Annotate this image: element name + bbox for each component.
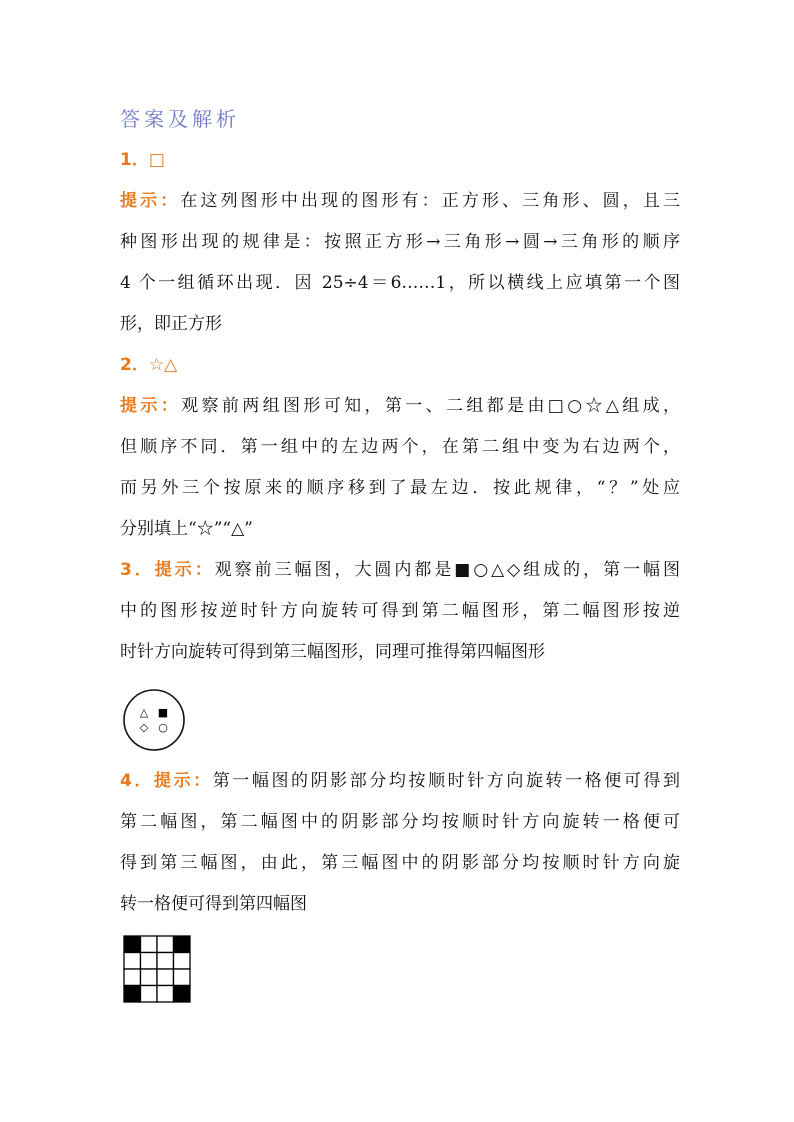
answer-2-hint-label: 提示： [120,396,182,416]
grid-cell [157,953,174,970]
answer-1-line-1: 在这列图形中出现的图形有：正方形、三角形、圆，且三 [180,191,681,211]
answer-1-hint-label: 提示： [120,191,181,211]
grid-cell [141,986,158,1003]
answer-2-explanation [120,386,680,550]
grid-cell [174,969,191,986]
answer-2-line-3: 而另外三个按原来的顺序移到了最左边．按此规律，“？”处应 [120,478,680,498]
answer-1-header [120,140,680,181]
grid-cell [141,969,158,986]
answer-4-number: 4． [120,771,154,791]
answer-2-value: ☆△ [148,355,178,375]
answer-3-number: 3． [120,560,155,580]
grid-cell-shaded [174,936,191,953]
grid-cell [141,936,158,953]
answer-4-line-4: 转一格便可得到第四幅图 [120,894,307,914]
answer-3-explanation [120,550,680,673]
answer-1-line-3: 4 个一组循环出现．因 25÷4＝6……1，所以横线上应填第一个图 [120,273,680,293]
answer-4-explanation [120,761,680,925]
answer-3-line-1: 观察前三幅图，大圆内都是■○△◇组成的，第一幅图 [214,560,680,580]
answer-2-line-4: 分别填上“☆”“△” [120,519,253,539]
grid-cell [157,986,174,1003]
answer-1-number: 1． [120,150,149,170]
answer-1-line-4: 形，即正方形 [120,314,222,334]
answer-4-grid-figure [123,935,191,1003]
answer-3-figure [122,688,186,752]
triangle-icon: △ [139,706,149,719]
answer-1-value: □ [148,150,165,170]
answer-3-line-3: 时针方向旋转可得到第三幅图形，同理可推得第四幅图形 [120,642,545,662]
grid-cell [124,953,141,970]
grid-cell-shaded [124,986,141,1003]
answer-3-hint-label: 提示： [154,560,215,580]
diamond-icon: ◇ [139,721,149,734]
grid-cell [157,936,174,953]
grid-cell [124,969,141,986]
filled-square-icon: ■ [157,706,169,719]
answer-2-header [120,345,680,386]
answer-3-line-2: 中的图形按逆时针方向旋转可得到第二幅图形，第二幅图形按逆 [120,601,680,621]
answer-4-line-3: 得到第三幅图，由此，第三幅图中的阴影部分均按顺时针方向旋 [120,853,680,873]
grid-cell [157,969,174,986]
answer-2-line-2: 但顺序不同．第一组中的左边两个，在第二组中变为右边两个， [120,437,680,457]
answer-1-line-2: 种图形出现的规律是：按照正方形→三角形→圆→三角形的顺序 [120,232,680,252]
answer-2-line-1: 观察前两组图形可知，第一、二组都是由□○☆△组成， [181,396,681,416]
grid-cell-shaded [174,986,191,1003]
answer-1-explanation [120,181,680,345]
page-heading: 答案及解析 [120,107,240,131]
grid-cell-shaded [124,936,141,953]
answer-4-line-2: 第二幅图，第二幅图中的阴影部分均按顺时针方向旋转一格便可 [120,812,680,832]
circle-icon: ○ [158,721,168,734]
grid-cell [141,953,158,970]
answer-4-line-1: 第一幅图的阴影部分均按顺时针方向旋转一格便可得到 [212,771,680,791]
grid-cell [174,953,191,970]
answer-4-hint-label: 提示： [153,771,213,791]
big-circle [124,690,184,750]
answer-2-number: 2． [120,355,149,375]
